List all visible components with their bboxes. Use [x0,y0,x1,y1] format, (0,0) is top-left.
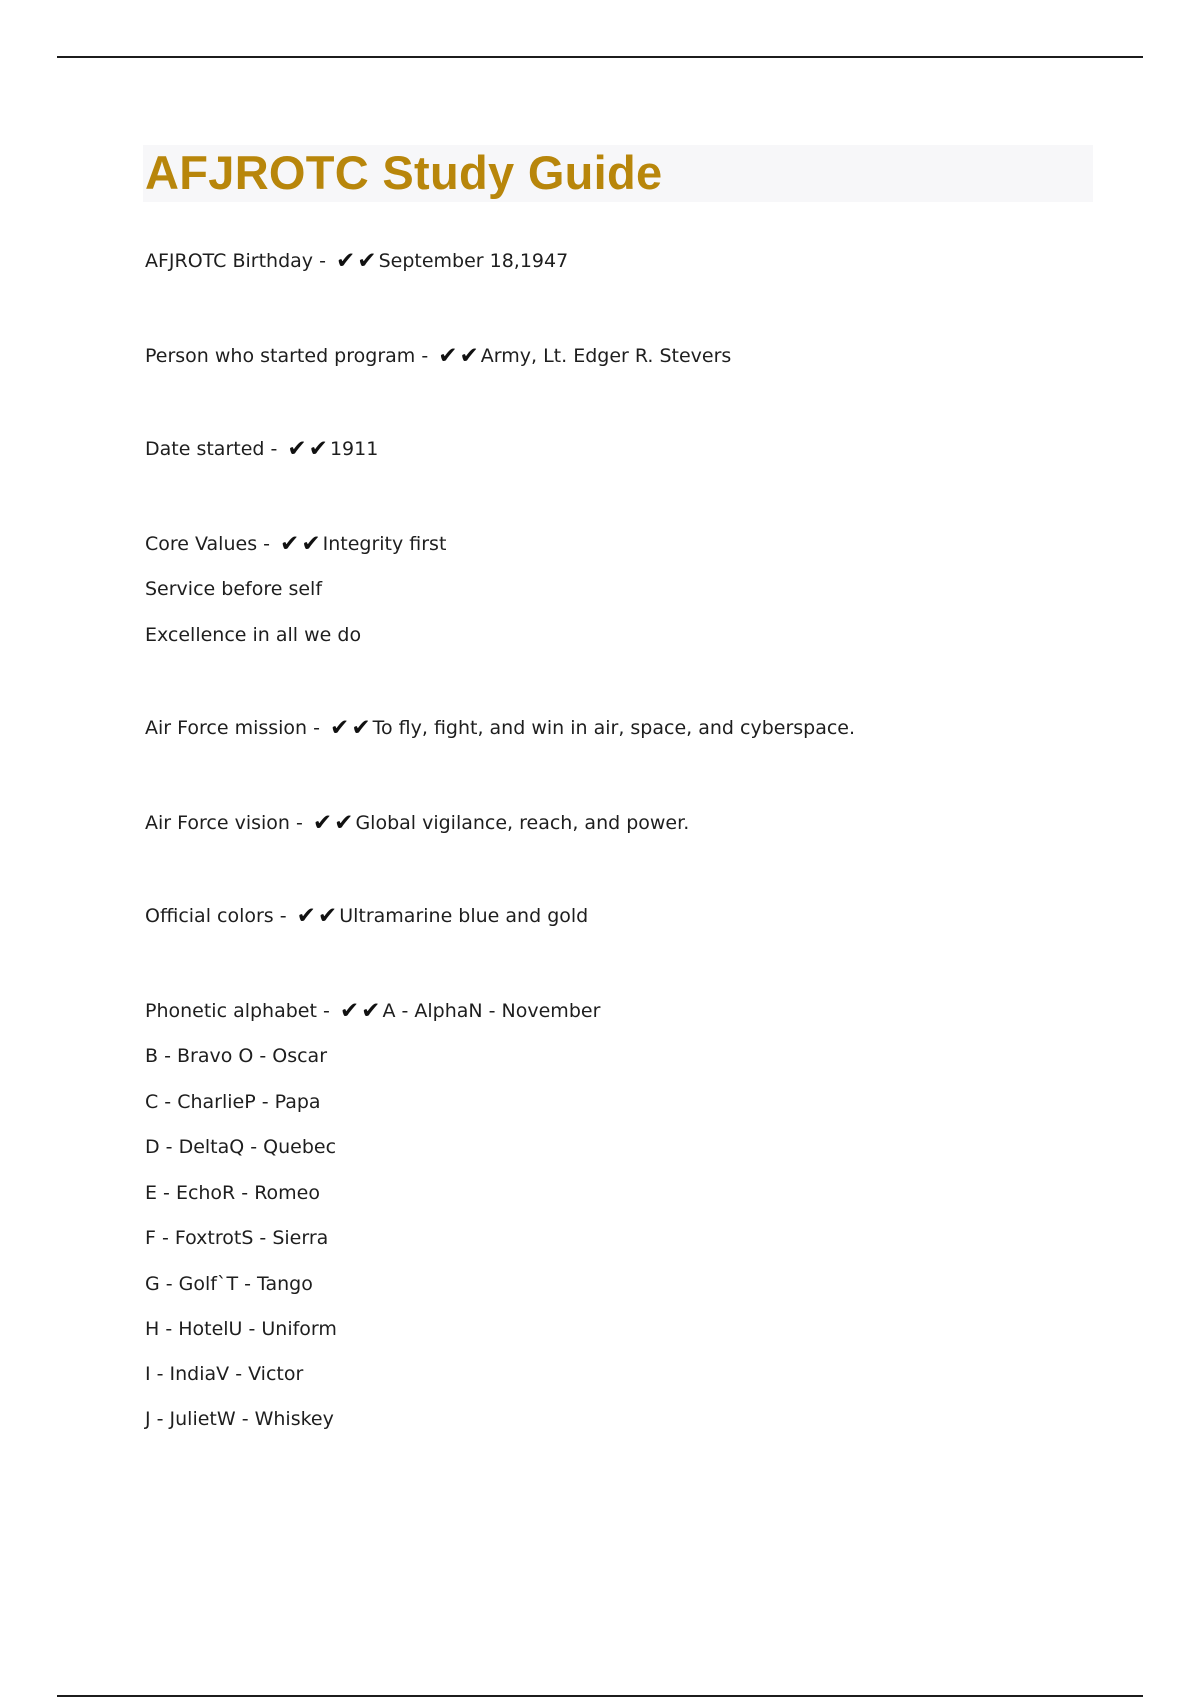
answer: 1911 [329,438,379,460]
continuation-line: G - Golf`T - Tango [145,1273,313,1295]
check-mark-icon: ✔ [459,343,479,369]
term: Air Force vision - [145,812,309,834]
card-mission [145,716,855,740]
card-phonetic-alphabet [145,999,600,1023]
card-core-values [145,532,446,556]
answer: To fly, fight, and win in air, space, and cyberspace. [372,717,856,739]
continuation-line: I - IndiaV - Victor [145,1363,304,1385]
check-mark-icon: ✔ [296,903,316,929]
check-mark-icon: ✔ [308,436,328,462]
check-mark-icon: ✔ [361,998,381,1024]
answer: Army, Lt. Edger R. Stevers [480,345,732,367]
card-colors [145,904,588,928]
term: AFJROTC Birthday - [145,250,332,272]
check-mark-icon: ✔ [334,810,354,836]
continuation-line: Excellence in all we do [145,624,362,646]
check-mark-icon: ✔ [317,903,338,929]
check-mark-icon: ✔ [357,248,377,274]
continuation-line: C - CharlieP - Papa [145,1091,321,1113]
check-mark-icon: ✔ [336,248,356,274]
document-title: AFJROTC Study Guide [145,146,663,199]
continuation-line: F - FoxtrotS - Sierra [145,1227,329,1249]
continuation-line: E - EchoR - Romeo [145,1182,320,1204]
check-mark-icon: ✔ [438,343,458,369]
continuation-line: H - HotelU - Uniform [145,1318,337,1340]
check-mark-icon: ✔ [301,531,321,557]
continuation-line: D - DeltaQ - Quebec [145,1136,337,1158]
card-founder [145,344,731,368]
continuation-line: B - Bravo O - Oscar [145,1045,328,1067]
top-rule [57,56,1143,58]
answer: Integrity first [322,533,447,555]
term: Date started - [145,438,284,460]
check-mark-icon: ✔ [330,715,350,741]
check-mark-icon: ✔ [287,436,307,462]
check-mark-icon: ✔ [351,715,371,741]
term: Official colors - [145,905,293,927]
check-mark-icon: ✔ [280,531,300,557]
answer: Ultramarine blue and gold [339,905,589,927]
check-mark-icon: ✔ [339,998,360,1024]
card-vision [145,811,689,835]
check-mark-icon: ✔ [312,810,333,836]
answer: A - AlphaN - November [382,1000,601,1022]
term: Person who started program - [145,345,435,367]
continuation-line: Service before self [145,578,323,600]
term: Phonetic alphabet - [145,1000,336,1022]
card-date-started [145,437,378,461]
answer: Global vigilance, reach, and power. [355,812,690,834]
bottom-rule [57,1695,1143,1697]
continuation-line: J - JulietW - Whiskey [145,1408,334,1430]
term: Core Values - [145,533,277,555]
card-birthday [145,249,568,273]
answer: September 18,1947 [378,250,569,272]
term: Air Force mission - [145,717,327,739]
